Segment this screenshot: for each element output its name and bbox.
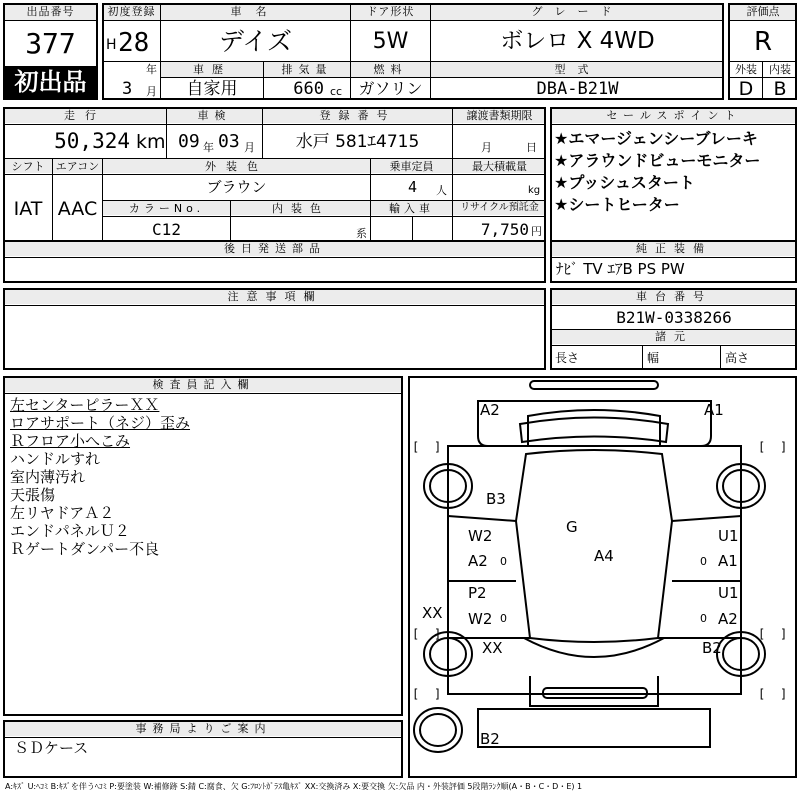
svg-text:0: 0 — [500, 612, 507, 625]
note-line: ロアサポート（ネジ）歪み — [10, 414, 191, 432]
mark-front-left: A2 — [480, 401, 500, 419]
plate-value: 水戸 581ｴ4715 — [295, 132, 420, 152]
shift-label: シフト — [11, 160, 45, 173]
reg-year-unit: 年 — [146, 63, 157, 76]
score-label: 評価点 — [746, 5, 780, 18]
mark-right-front-door-a: A1 — [718, 552, 738, 570]
mark-left-front-door-a: A2 — [468, 552, 488, 570]
fuel-label: 燃料 — [373, 63, 408, 76]
inspection-year-unit: 年 — [203, 141, 214, 154]
dims-label: 諸元 — [655, 330, 693, 343]
mark-left-rear-fender: XX — [482, 639, 503, 657]
plate-label: 登録番号 — [319, 109, 396, 122]
chassis-value: B21W-0338266 — [616, 308, 732, 327]
fuel-value: ガソリン — [358, 79, 423, 98]
note-line: エンドパネルＵ２ — [10, 522, 130, 540]
mileage-unit: km — [136, 131, 166, 153]
exterior-grade: D — [738, 78, 754, 100]
sales-point-3: ★プッシュスタート — [554, 173, 695, 192]
caution-label: 注意事項欄 — [227, 290, 323, 303]
displacement-unit: cc — [330, 85, 343, 98]
lot-label: 出品番号 — [26, 5, 75, 18]
mark-left-front-door-w: W2 — [468, 527, 493, 545]
color-value: ブラウン — [206, 178, 267, 196]
equipment-value: ﾅﾋﾞ TV ｴｱB PS PW — [556, 260, 685, 278]
width-label: 幅 — [647, 351, 660, 365]
svg-text:]: ] — [780, 440, 788, 454]
car-name: デイズ — [218, 27, 292, 56]
note-line: Ｒゲートダンパー不良 — [10, 540, 160, 558]
svg-text:]: ] — [434, 440, 442, 454]
mark-front-right: A1 — [704, 401, 724, 419]
interior-color-unit: 系 — [356, 227, 367, 240]
car-name-label: 車名 — [230, 5, 281, 18]
sales-point-4: ★シートヒーター — [554, 195, 680, 214]
note-line: 左センターピラーＸＸ — [10, 396, 160, 414]
mark-right-rear-door-u: U1 — [718, 584, 739, 602]
recycle-value: 7,750 — [480, 220, 529, 239]
svg-text:[: [ — [758, 627, 766, 641]
reg-month-unit: 月 — [146, 85, 157, 98]
mark-left-pillar: XX — [422, 604, 443, 622]
mark-left-rear-door-w: W2 — [468, 610, 493, 628]
svg-text:[: [ — [412, 440, 420, 454]
mark-right-rear-door-a: A2 — [718, 610, 738, 628]
reg-era: H — [106, 37, 117, 53]
office-label: 事務局よりご案内 — [135, 722, 272, 735]
grade-label: グレード — [531, 5, 624, 18]
note-line: 室内薄汚れ — [10, 468, 86, 486]
reg-year: 28 — [118, 28, 150, 58]
mark-tailgate: B2 — [480, 730, 500, 748]
inspector-label: 検査員記入欄 — [152, 378, 255, 391]
model-label: 型式 — [554, 63, 601, 76]
interior-label: 内装 — [769, 63, 791, 76]
ac-value: AAC — [57, 198, 98, 220]
transfer-day-unit: 日 — [526, 141, 537, 154]
length-label: 長さ — [555, 351, 580, 365]
later-parts-label: 後日発送部品 — [224, 242, 326, 255]
inspection-year: 09 — [178, 131, 200, 152]
office-value: ＳＤケース — [14, 739, 89, 757]
mark-roof: A4 — [594, 547, 614, 565]
svg-text:]: ] — [780, 687, 788, 701]
grade-value: ボレロ X 4WD — [500, 28, 655, 54]
inspection-month-unit: 月 — [244, 141, 255, 154]
equipment-label: 純正装備 — [636, 242, 712, 255]
import-label: 輸入車 — [389, 202, 434, 215]
sales-points-label: セールスポイント — [606, 109, 742, 122]
transfer-label: 譲渡書類期限 — [466, 109, 533, 122]
reg-month: 3 — [122, 79, 133, 99]
inspector-notes — [10, 396, 190, 558]
svg-text:0: 0 — [700, 555, 707, 568]
svg-text:[: [ — [758, 687, 766, 701]
svg-text:]: ] — [434, 687, 442, 701]
sales-point-1: ★エマージェンシーブレーキ — [554, 129, 758, 148]
door-value: 5W — [372, 29, 409, 54]
capacity-unit: 人 — [436, 184, 447, 197]
inspection-label: 車検 — [197, 109, 232, 122]
ac-label: エアコン — [55, 160, 100, 173]
capacity-value: 4 — [408, 178, 418, 196]
mileage-label: 走行 — [64, 109, 106, 122]
color-label: 外装色 — [205, 160, 268, 173]
note-line: ハンドルすれ — [10, 450, 101, 468]
car-diagram — [408, 376, 797, 778]
inspection-month: 03 — [218, 131, 240, 152]
svg-text:[: [ — [758, 440, 766, 454]
load-unit: kg — [528, 185, 541, 196]
lot-number: 377 — [25, 27, 76, 60]
interior-color-label: 内装色 — [272, 202, 329, 215]
load-label: 最大積載量 — [472, 160, 527, 173]
svg-text:]: ] — [780, 627, 788, 641]
svg-text:]: ] — [434, 627, 442, 641]
recycle-label: リサイクル預託金 — [460, 202, 539, 213]
mileage-value: 50,324 — [54, 129, 130, 153]
height-label: 高さ — [725, 351, 750, 365]
mark-front-fender: B3 — [486, 490, 506, 508]
recycle-unit: 円 — [531, 225, 542, 238]
legend: A:ｷｽﾞ U:ﾍｺﾐ B:ｷｽﾞを伴うﾍｺﾐ P:要塗装 W:補修跡 S:錆 C:腐食、欠 G:ﾌﾛﾝﾄｶﾞﾗｽ亀ｷｽﾞ XX:交換済み X:要交換 欠:欠品 内・外装評価 5段階ﾗﾝｸ順(A・B・C・D・E) 1 — [5, 782, 583, 791]
note-line: 天張傷 — [10, 486, 56, 504]
svg-text:0: 0 — [500, 555, 507, 568]
displacement-value: 660 — [293, 79, 324, 99]
mark-right-rear-fender: B2 — [702, 639, 722, 657]
capacity-label: 乗車定員 — [389, 160, 434, 173]
interior-grade: B — [773, 78, 787, 100]
svg-text:[: [ — [412, 627, 420, 641]
note-line: Ｒフロア小へこみ — [10, 432, 131, 450]
exterior-label: 外装 — [735, 63, 757, 76]
shift-value: IAT — [13, 198, 43, 220]
history-label: 車歴 — [193, 63, 231, 76]
mark-left-rear-door-p: P2 — [468, 584, 487, 602]
chassis-label: 車台番号 — [636, 290, 712, 303]
mark-windshield: G — [566, 518, 578, 536]
model-value: DBA-B21W — [536, 79, 619, 99]
displacement-label: 排気量 — [281, 63, 333, 76]
transfer-month-unit: 月 — [481, 141, 492, 154]
mark-right-front-door-u: U1 — [718, 527, 739, 545]
note-line: 左リヤドアＡ２ — [10, 504, 115, 522]
reg-label: 初度登録 — [107, 5, 156, 18]
door-label: ドア形状 — [366, 5, 415, 18]
score-value: R — [753, 27, 773, 57]
first-listing-text: 初出品 — [14, 68, 87, 96]
sales-point-2: ★アラウンドビューモニター — [554, 151, 761, 170]
svg-text:0: 0 — [700, 612, 707, 625]
svg-text:[: [ — [412, 687, 420, 701]
history-value: 自家用 — [186, 79, 238, 99]
color-no-label: カラーNo. — [128, 202, 205, 215]
color-no-value: C12 — [152, 220, 181, 239]
